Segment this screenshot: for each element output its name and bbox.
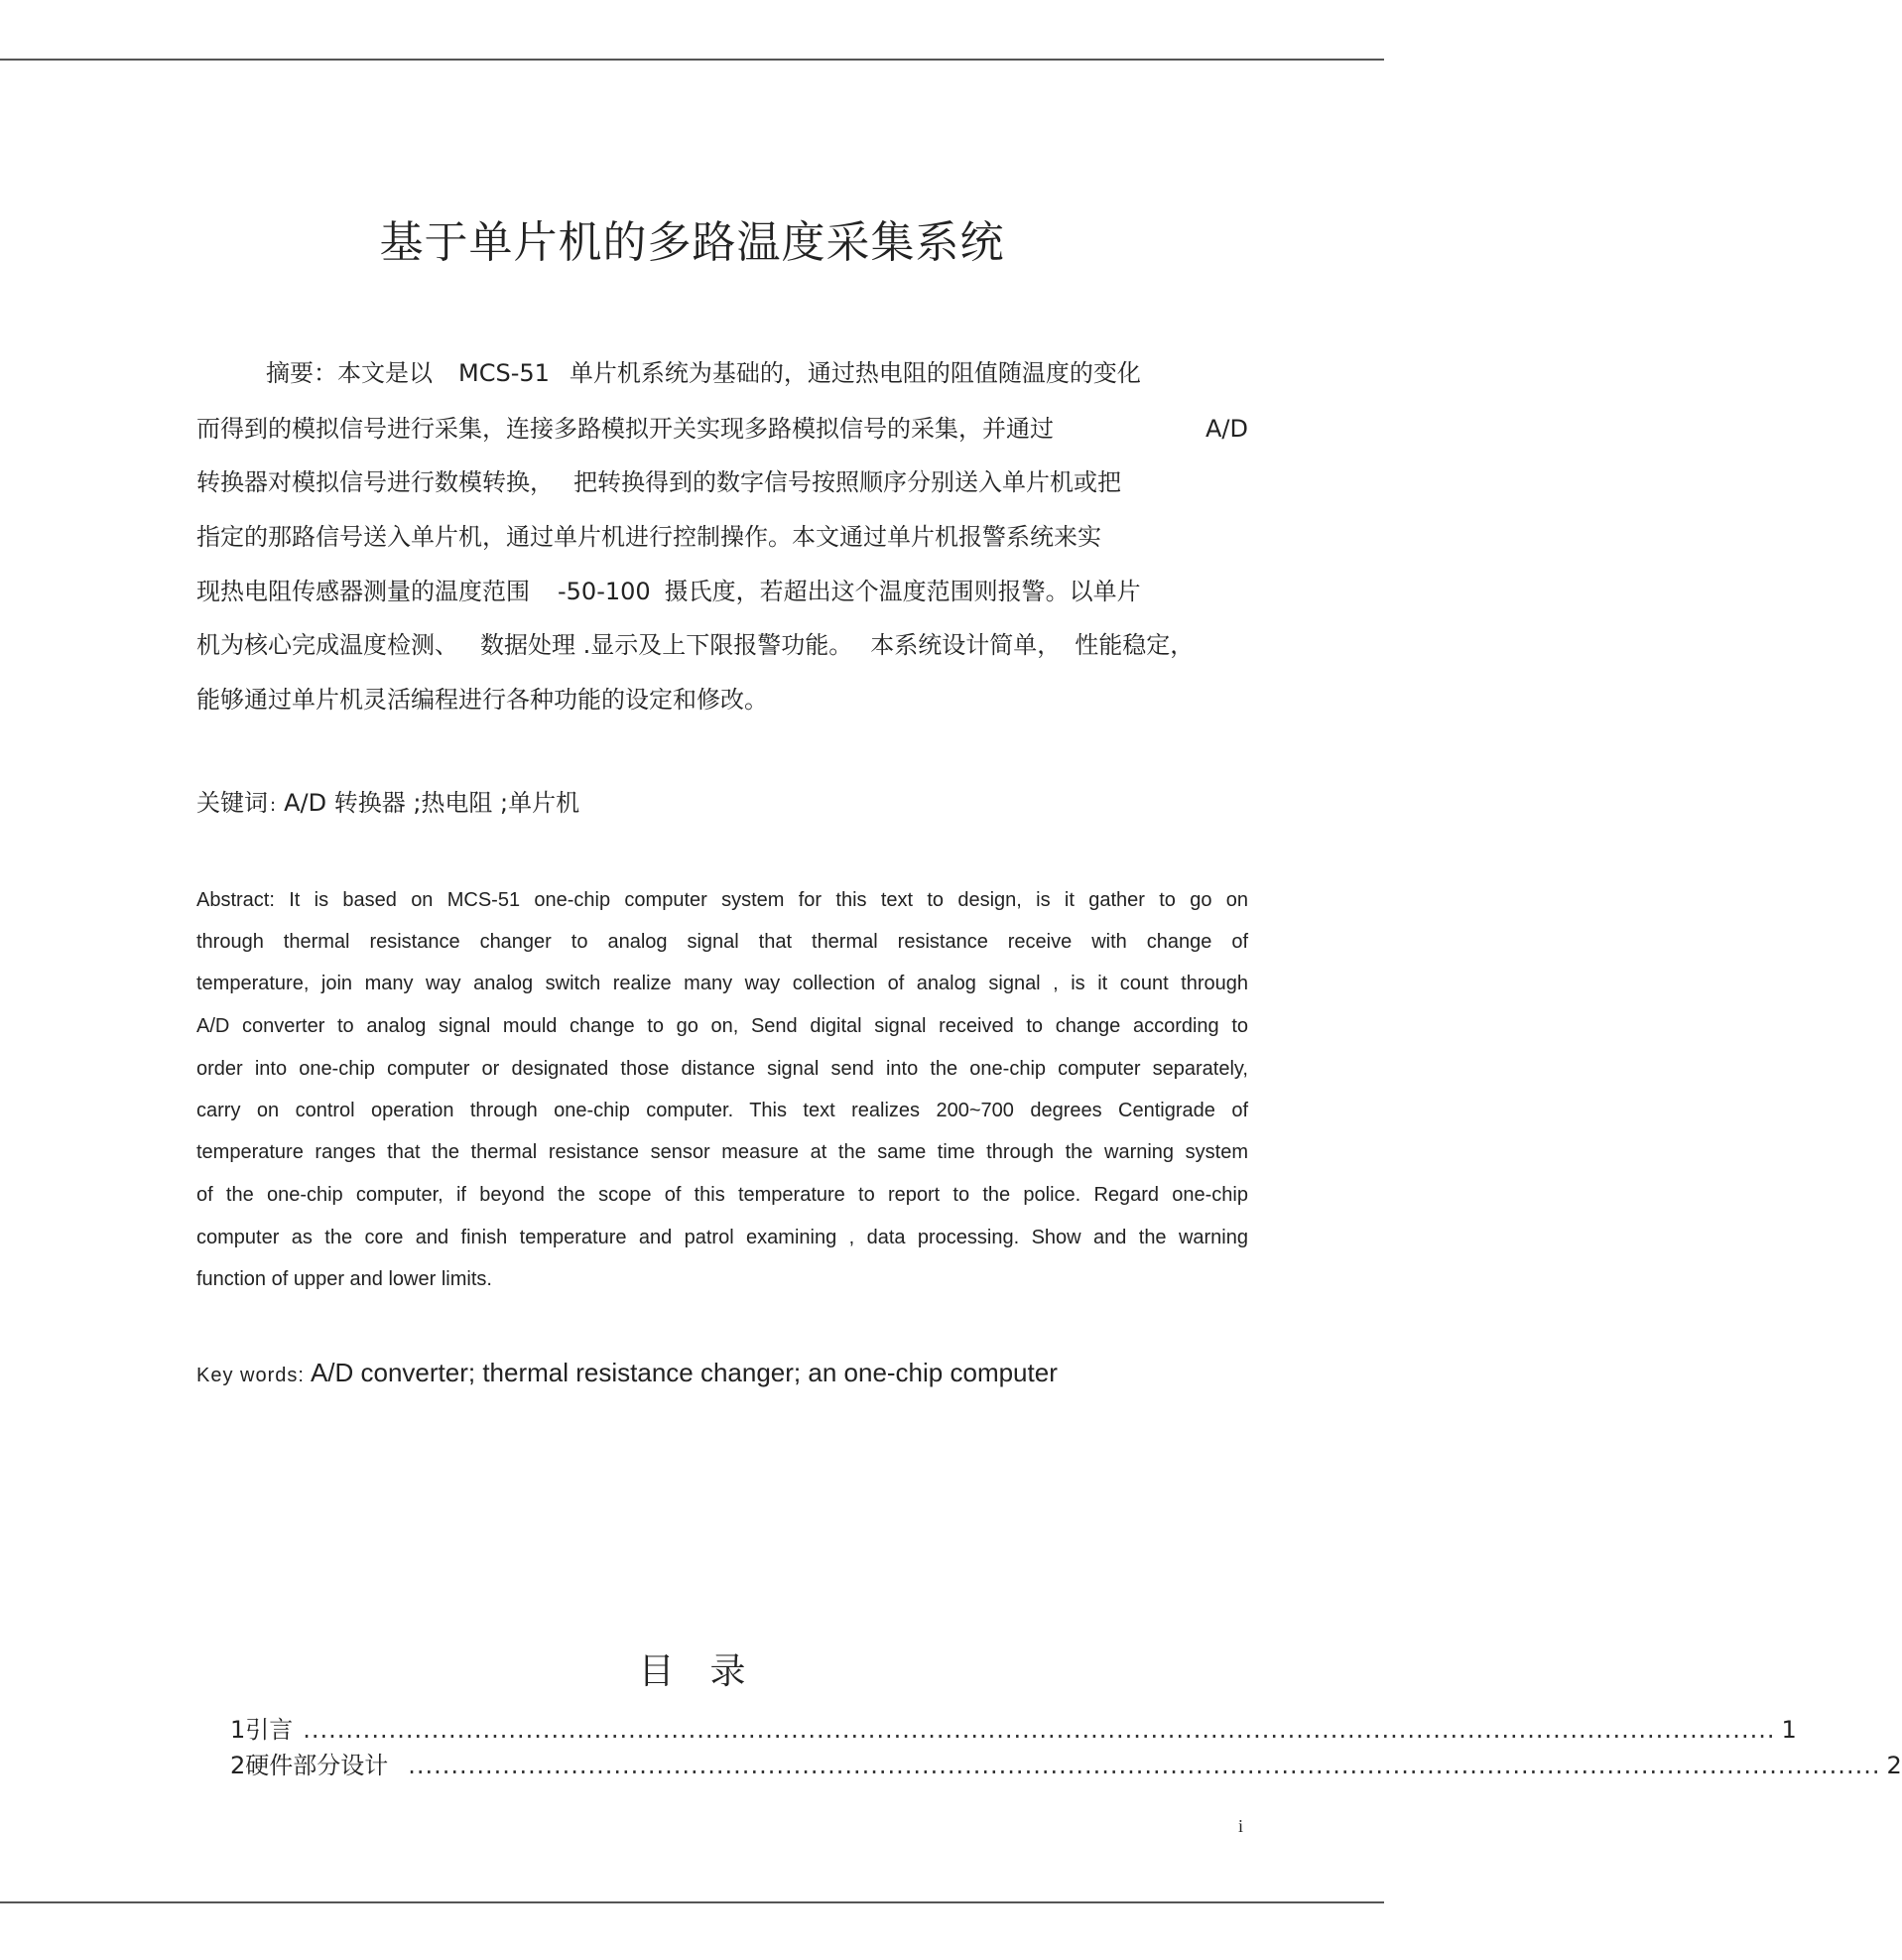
abstract-zh-text: -50-100: [558, 578, 651, 605]
document-title: 基于单片机的多路温度采集系统: [379, 217, 1005, 268]
abstract-zh-line-4: [196, 520, 1248, 554]
abstract-zh-line-5: [196, 575, 1248, 608]
keywords-zh-separator: :: [270, 795, 277, 816]
toc-title: [0, 1643, 1384, 1694]
abstract-zh-text: MCS-51: [458, 359, 550, 387]
abstract-zh-text: 现热电阻传感器测量的温度范围: [196, 578, 530, 605]
toc-title-char: 目: [638, 1651, 675, 1692]
abstract-zh-text: 而得到的模拟信号进行采集，连接多路模拟开关实现多路模拟信号的采集，并通过: [196, 415, 1054, 443]
abstract-zh-text: 转换器对模拟信号进行数模转换，: [196, 468, 554, 496]
abstract-en-line: A/D converter to analog signal mould change to go on, Send digital signal received to change according to: [196, 1015, 1248, 1037]
keywords-en-value: A/D converter; thermal resistance changer; an one-chip computer: [310, 1358, 1058, 1387]
abstract-zh-text: 指定的那路信号送入单片机，通过单片机进行控制操作。本文通过单片机报警系统来实: [196, 523, 1101, 551]
toc-entry-number: 1: [230, 1716, 246, 1744]
abstract-zh-text: 能够通过单片机灵活编程进行各种功能的设定和修改。: [196, 686, 768, 714]
abstract-zh-text: 机为核心完成温度检测、: [196, 631, 458, 659]
abstract-zh-line-3: [196, 465, 1248, 499]
keywords-zh-label: 关键词: [196, 789, 268, 817]
toc-entry-page: 1: [1781, 1716, 1797, 1744]
abstract-en-line: of the one-chip computer, if beyond the scope of this temperature to report to the police. Regard one-chip: [196, 1184, 1248, 1206]
toc-leader-dots: ............................................................................................................................................................................: [303, 1716, 1776, 1744]
abstract-zh-line-6: [196, 628, 1248, 662]
keywords-zh: [196, 783, 579, 818]
abstract-zh-text: 本系统设计简单，: [870, 631, 1062, 659]
abstract-en-line: temperature ranges that the thermal resistance sensor measure at the same time through the warning system: [196, 1141, 1248, 1163]
toc-leader-dots: ............................................................................................................................................................................: [408, 1752, 1881, 1779]
abstract-en-line: order into one-chip computer or designated those distance signal send into the one-chip computer separately,: [196, 1058, 1248, 1080]
abstract-en-line: function of upper and lower limits.: [196, 1268, 492, 1290]
keywords-zh-value: A/D 转换器 ;热电阻 ;单片机: [284, 789, 580, 817]
footer-rule: [0, 1901, 1384, 1903]
toc-title-char: 录: [709, 1651, 746, 1692]
abstract-zh-line-1: [266, 356, 1208, 390]
toc-entry-hardware-design[interactable]: [230, 1746, 1902, 1780]
keywords-en: [196, 1358, 1058, 1388]
abstract-zh-line-7: [196, 683, 1248, 717]
page-number: i: [1238, 1816, 1244, 1836]
keywords-en-label: Key words:: [196, 1365, 305, 1386]
abstract-en-line: carry on control operation through one-chip computer. This text realizes 200~700 degrees Centigrade of: [196, 1100, 1248, 1121]
abstract-zh-text: 摘要：本文是以: [266, 359, 433, 387]
abstract-zh-text: A/D: [1205, 415, 1248, 443]
toc-entry-number: 2: [230, 1752, 246, 1779]
abstract-zh-text: 性能稳定，: [1075, 631, 1195, 659]
abstract-zh-text: 单片机系统为基础的，通过热电阻的阻值随温度的变化: [569, 359, 1141, 387]
toc-entry-label: 引言: [245, 1716, 294, 1744]
abstract-en-line: computer as the core and finish temperature and patrol examining , data processing. Show and the warning: [196, 1227, 1248, 1248]
toc-entry-label: 硬件部分设计: [245, 1752, 389, 1779]
abstract-zh-line-2: [196, 412, 1248, 446]
abstract-zh-text: 数据处理 .显示及上下限报警功能。: [480, 631, 853, 659]
abstract-en-line: through thermal resistance changer to analog signal that thermal resistance receive with change of: [196, 931, 1248, 953]
abstract-zh-text: 把转换得到的数字信号按照顺序分别送入单片机或把: [573, 468, 1121, 496]
abstract-en-line: Abstract: It is based on MCS-51 one-chip computer system for this text to design, is it gather to go on: [196, 889, 1248, 911]
header-rule: [0, 59, 1384, 61]
toc-entry-page: 2: [1886, 1752, 1902, 1779]
abstract-en-line: temperature, join many way analog switch realize many way collection of analog signal , is it count through: [196, 973, 1248, 994]
toc-entry-introduction[interactable]: [230, 1710, 1797, 1745]
abstract-zh-text: 摄氏度，若超出这个温度范围则报警。以单片: [664, 578, 1141, 605]
